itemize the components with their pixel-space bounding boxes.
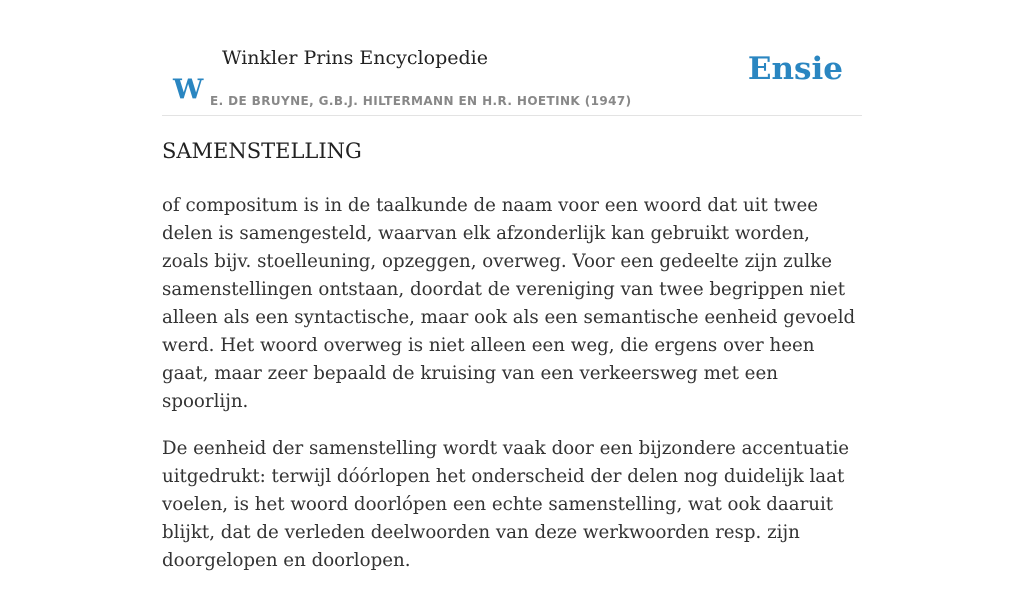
entry-paragraph-2: De eenheid der samenstelling wordt vaak door een bijzondere accentuatie uitgedrukt: terwijl dóórlopen het onderscheid der delen nog duidelijk laat voelen, is het woord doorlópen een echte samenstelling, wat ook daaruit blijkt, dat de verleden deelwoorden van deze werkwoorden resp. zijn doorgelopen en doorlopen. <box>162 438 850 571</box>
site-authors: E. DE BRUYNE, G.B.J. HILTERMANN EN H.R. HOETINK (1947) <box>210 94 632 108</box>
entry-title: SAMENSTELLING <box>162 139 362 163</box>
entry-paragraph-1: of compositum is in de taalkunde de naam voor een woord dat uit twee delen is samengesteld, waarvan elk afzonderlijk kan gebruikt worden, zoals bijv. stoelleuning, opzeggen, overweg. Voor een gedeelte zijn zulke samenstellingen ontstaan, doordat de vereniging van twee begrippen niet alleen als een syntactische, maar ook als een semantische eenheid gevoeld werd. Het woord overweg is niet alleen een weg, die ergens over heen gaat, maar zeer bepaald de kruising van een verkeersweg met een spoorlijn. <box>162 195 856 412</box>
site-title[interactable]: Winkler Prins Encyclopedie <box>222 47 488 69</box>
site-header <box>162 40 862 116</box>
ensie-logo[interactable]: Ensie <box>747 51 843 87</box>
page <box>162 0 862 571</box>
logo-w[interactable]: W <box>173 74 204 106</box>
entry-content <box>162 192 862 594</box>
